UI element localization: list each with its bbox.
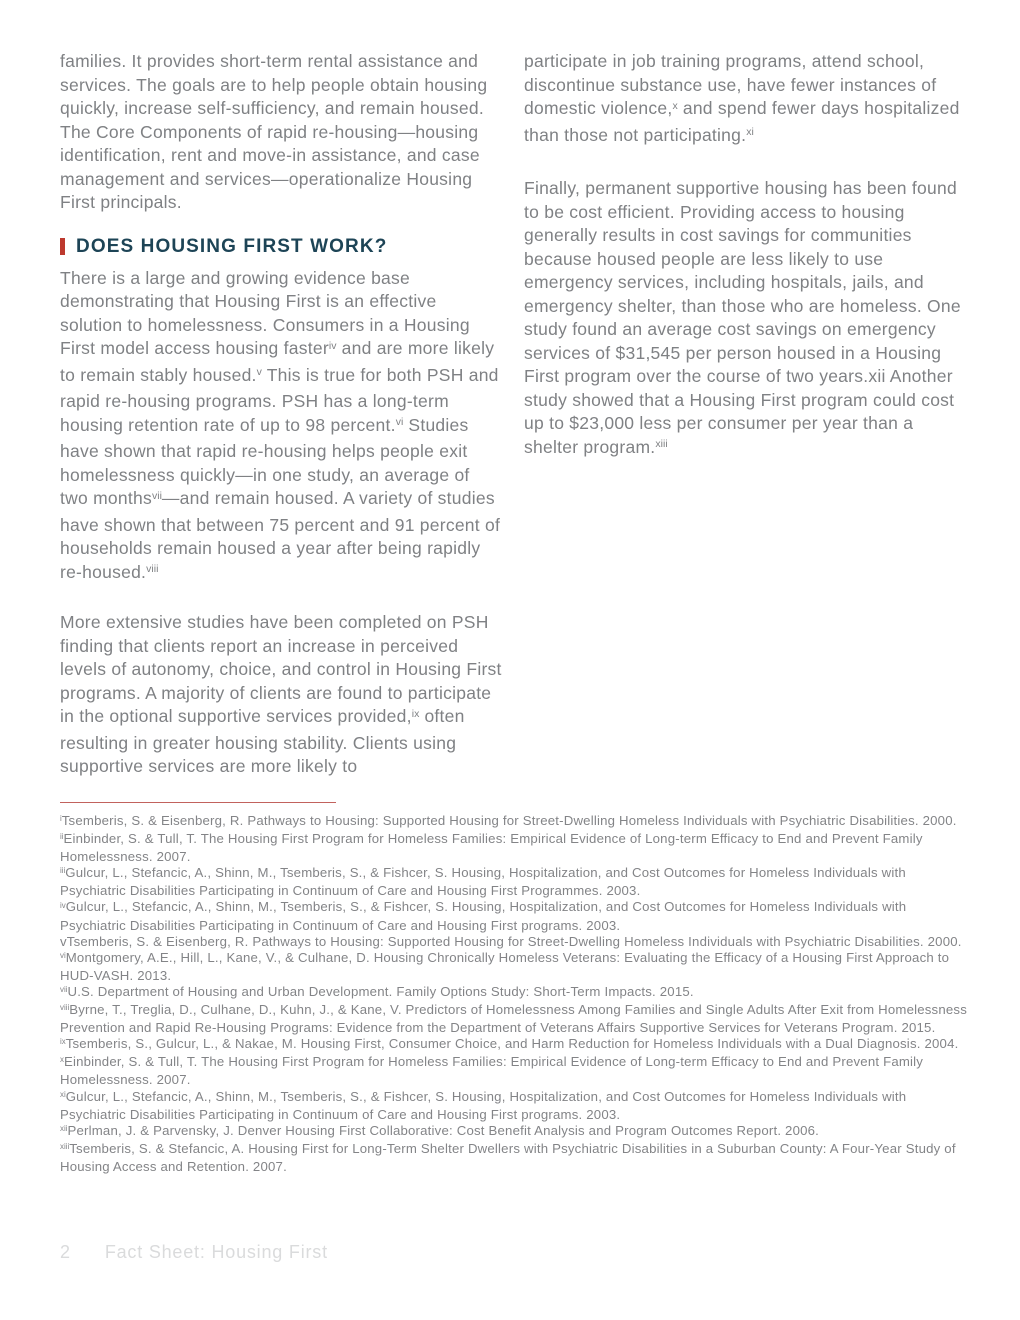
- footnote: vTsemberis, S. & Eisenberg, R. Pathways to Housing: Supported Housing for Street-Dwelling Homeless Individuals with Psychiatric Disabilities. 2000.: [60, 933, 962, 949]
- body-paragraph: There is a large and growing evidence base demonstrating that Housing First is an effective solution to homelessness. Consumers in a Housing First model access housing faster$^{iv}$ and are more likely to remain stably housed.$^v$ This is true for both PSH and rapid re-housing programs. PSH has a long-term housing retention rate of up to 98 percent.$^{vi}$ Studies have shown that rapid re-housing helps people exit homelessness quickly—in one study, an average of two months$^{vii}$—and remain housed. A variety of studies have shown that between 75 percent and 91 percent of households remain housed a year after being rapidly re-housed.$^{viii}$: [60, 267, 501, 582]
- footnote: $^{vii}$U.S. Department of Housing and Urban Development. Family Options Study: Short-Term Impacts. 2015.: [60, 983, 694, 999]
- footnote: $^{xii}$Perlman, J. & Parvensky, J. Denver Housing First Collaborative: Cost Benefit Analysis and Program Outcomes Report. 2006.: [60, 1122, 820, 1138]
- footnote: $^x$Einbinder, S. & Tull, T. The Housing First Program for Homeless Families: Empirical Evidence of Long-term Efficacy to End and Prevent Family Homelessness. 2007.: [60, 1054, 924, 1088]
- right-column: [524, 50, 966, 779]
- footnote: $^{xi}$Gulcur, L., Stefancic, A., Shinn, M., Tsemberis, S., & Fishcer, S. Housing, Hospitalization, and Cost Outcomes for Homeless Individuals with Psychiatric Disabilities Participating in Continuum of Care and Housing First programs. 2003.: [60, 1088, 907, 1122]
- left-column: [60, 50, 502, 779]
- two-column-body: [60, 50, 966, 779]
- footnote: $^{viii}$Byrne, T., Treglia, D., Culhane, D., Kuhn, J., & Kane, V. Predictors of Homelessness Among Families and Single Adults After Exit from Homelessness Prevention and Rapid Re-Housing Programs: Evidence from the Department of Veterans Affairs Supportive Services for Veterans Program. 2015.: [60, 1002, 968, 1036]
- footnote: $^i$Tsemberis, S. & Eisenberg, R. Pathways to Housing: Supported Housing for Street-Dwelling Homeless Individuals with Psychiatric Disabilities. 2000.: [60, 813, 957, 828]
- footnote: $^{iv}$Gulcur, L., Stefancic, A., Shinn, M., Tsemberis, S., & Fishcer, S. Housing, Hospitalization, and Cost Outcomes for Homeless Individuals with Psychiatric Disabilities Participating in Continuum of Care and Housing First programs. 2003.: [60, 899, 907, 933]
- footnote: $^{ii}$Einbinder, S. & Tull, T. The Housing First Program for Homeless Families: Empirical Evidence of Long-term Efficacy to End and Prevent Family Homelessness. 2007.: [60, 831, 923, 865]
- footnote: $^{xiii}$Tsemberis, S. & Stefancic, A. Housing First for Long-Term Shelter Dwellers with Psychiatric Disabilities in a Suburban County: A Four-Year Study of Housing Access and Retention. 2007.: [60, 1140, 956, 1174]
- page-number: 2: [60, 1242, 71, 1262]
- heading-accent-bar: [60, 238, 65, 255]
- page-footer: [60, 1242, 328, 1263]
- body-paragraph: Finally, permanent supportive housing has been found to be cost efficient. Providing access to housing generally results in cost savings for communities because housed people are less likely to use emergency services, including hospitals, jails, and emergency shelter, than those who are homeless. One study found an average cost savings on emergency services of $31,545 per person housed in a Housing First program over the course of two years.xii Another study showed that a Housing First program could cost up to $23,000 less per consumer per year than a shelter program.$^{xiii}$: [524, 178, 961, 457]
- footer-title: Fact Sheet: Housing First: [104, 1242, 328, 1262]
- section-heading: [60, 236, 502, 258]
- footnote: $^{ix}$Tsemberis, S., Gulcur, L., & Nakae, M. Housing First, Consumer Choice, and Harm Reduction for Homeless Individuals with a Dual Diagnosis. 2004.: [60, 1036, 959, 1052]
- footnote: $^{iii}$Gulcur, L., Stefancic, A., Shinn, M., Tsemberis, S., & Fishcer, S. Housing, Hospitalization, and Cost Outcomes for Homeless Individuals with Psychiatric Disabilities Participating in Continuum of Care and Housing First Programmes. 2003.: [60, 865, 906, 899]
- body-paragraph: families. It provides short-term rental assistance and services. The goals are to help people obtain housing quickly, increase self-sufficiency, and remain housed. The Core Components of rapid re-housing—housing identification, rent and move-in assistance, and case management and services—operationalize Housing First principals.: [60, 51, 488, 212]
- footnote-list: [60, 813, 968, 1175]
- footnotes-section: [60, 802, 968, 1175]
- body-paragraph: More extensive studies have been completed on PSH finding that clients report an increase in perceived levels of autonomy, choice, and control in Housing First programs. A majority of clients are found to participate in the optional supportive services provided,$^{ix}$ often resulting in greater housing stability. Clients using supportive services are more likely to: [60, 612, 502, 776]
- footnote-divider: [60, 802, 336, 803]
- body-paragraph: participate in job training programs, attend school, discontinue substance use, have fewer instances of domestic violence,$^x$ and spend fewer days hospitalized than those not participating.$^{xi}$: [524, 51, 960, 145]
- footnote: $^{vi}$Montgomery, A.E., Hill, L., Kane, V., & Culhane, D. Housing Chronically Homeless Veterans: Evaluating the Efficacy of a Housing First Approach to HUD-VASH. 2013.: [60, 949, 950, 983]
- section-heading-text: DOES HOUSING FIRST WORK?: [76, 235, 388, 257]
